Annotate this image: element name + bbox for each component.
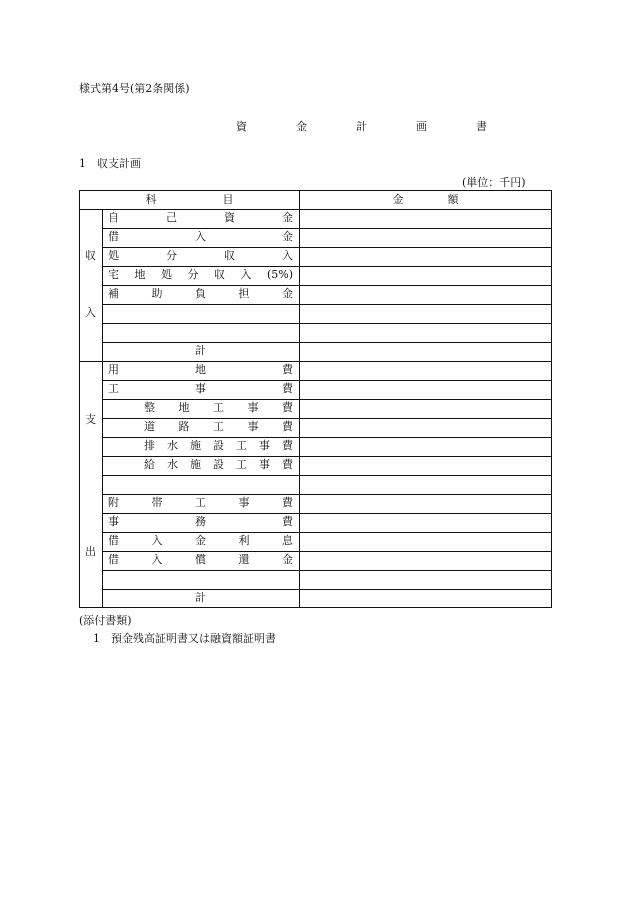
expense-row-label: 工事費 xyxy=(108,382,293,395)
page-title: 資 金 計 画 書 xyxy=(236,120,506,133)
row-divider xyxy=(102,323,551,324)
section-heading: 1 収支計画 xyxy=(79,157,141,170)
funding-plan-table xyxy=(79,190,552,608)
income-row-label: 自己資金 xyxy=(108,211,293,224)
income-row-label: 借入金 xyxy=(108,230,293,243)
expense-subrow-label: 給水施設工事費 xyxy=(144,458,293,471)
column-divider xyxy=(299,191,300,607)
income-row-label: 補助負担金 xyxy=(108,287,293,300)
income-total-label: 計 xyxy=(195,344,206,357)
expense-group-char: 支 xyxy=(85,413,96,426)
expense-row-label: 借入償還金 xyxy=(108,553,293,566)
expense-row-label: 附帯工事費 xyxy=(108,496,293,509)
expense-row-label: 事務費 xyxy=(108,515,293,528)
expense-group-char: 出 xyxy=(85,545,96,558)
income-group-char: 入 xyxy=(85,306,96,319)
row-divider xyxy=(102,304,551,305)
row-divider xyxy=(102,589,551,590)
expense-row-label: 用地費 xyxy=(108,363,293,376)
header-amount: 金 額 xyxy=(392,193,459,206)
income-row-label: 宅地処分収入(5%) xyxy=(108,268,293,281)
form-number: 様式第4号(第2条関係) xyxy=(79,82,190,95)
expense-subrow-label: 整地工事費 xyxy=(144,401,293,414)
unit-note: (単位：千円) xyxy=(462,176,526,189)
column-divider xyxy=(102,209,103,607)
expense-row-label: 借入金利息 xyxy=(108,534,293,547)
expense-subrow-label: 排水施設工事費 xyxy=(144,439,293,452)
income-row-label: 処分収入 xyxy=(108,249,293,262)
row-divider xyxy=(102,475,551,476)
expense-subrow-label: 道路工事費 xyxy=(144,420,293,433)
expense-total-label: 計 xyxy=(195,591,206,604)
income-group-char: 収 xyxy=(85,249,96,262)
header-item: 科 目 xyxy=(145,193,234,206)
row-divider xyxy=(102,342,551,343)
attachments-heading: (添付書類) xyxy=(79,614,132,627)
attachment-item: 1 預金残高証明書又は融資額証明書 xyxy=(93,632,276,645)
row-divider xyxy=(102,570,551,571)
